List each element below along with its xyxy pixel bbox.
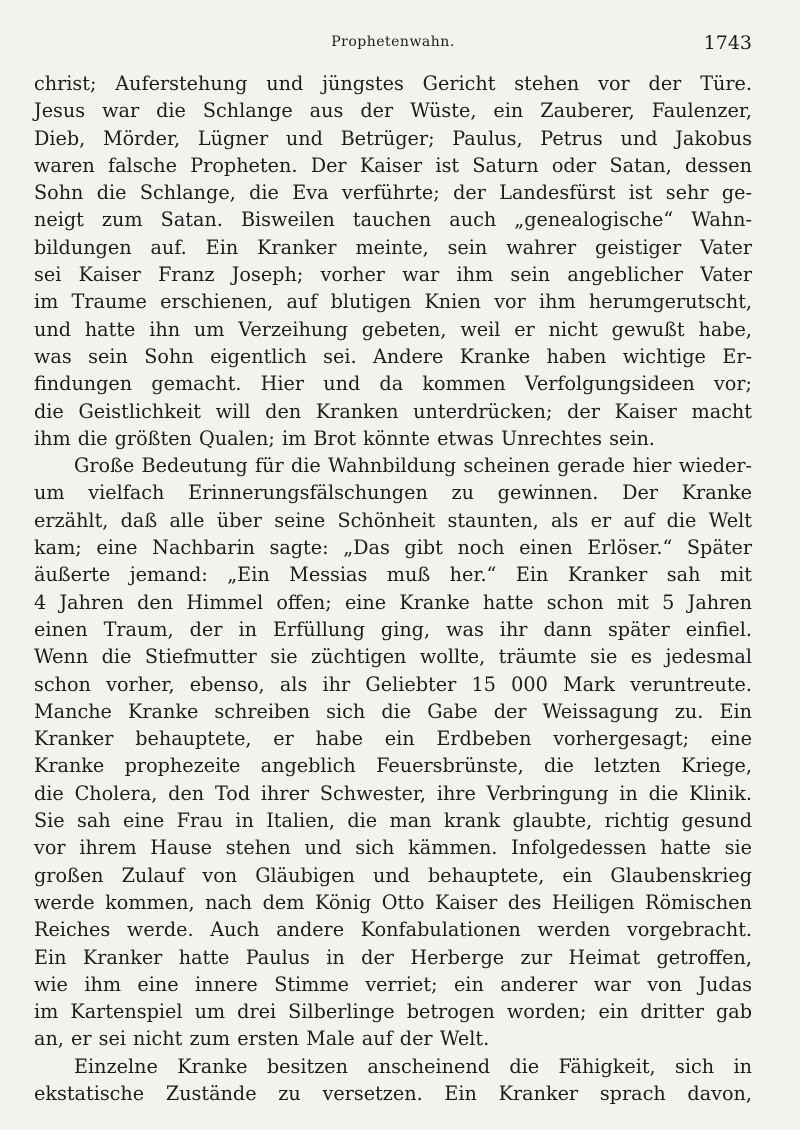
text-line: wie ihm eine innere Stimme verriet; ein anderer war von Judas (34, 972, 752, 996)
text-line: die Cholera, den Tod ihrer Schwester, ihre Verbringung in die Klinik. (34, 781, 752, 805)
text-line: Sie sah eine Frau in Italien, die man krank glaubte, richtig gesund (34, 809, 752, 833)
text-line: und hatte ihn um Verzeihung gebeten, weil er nicht gewußt habe, (34, 317, 752, 341)
text-line: Reiches werde. Auch andere Konfabulationen werden vorgebracht. (34, 918, 752, 942)
text-line: werde kommen, nach dem König Otto Kaiser des Heiligen Römischen (34, 890, 752, 914)
text-line: Große Bedeutung für die Wahnbildung scheinen gerade hier wieder- (74, 454, 752, 478)
text-line: die Geistlichkeit will den Kranken unterdrücken; der Kaiser macht (34, 399, 752, 423)
text-line: erzählt, daß alle über seine Schönheit staunten, als er auf die Welt (34, 508, 752, 532)
text-line: was sein Sohn eigentlich sei. Andere Kranke haben wichtige Er- (34, 344, 752, 368)
page-number: 1743 (703, 32, 752, 54)
body-text (34, 70, 752, 1107)
text-line: einen Traum, der in Erfüllung ging, was ihr dann später einfiel. (34, 617, 752, 641)
text-line: neigt zum Satan. Bisweilen tauchen auch „genealogische“ Wahn- (34, 208, 752, 232)
text-line: an, er sei nicht zum ersten Male auf der Welt. (34, 1027, 490, 1051)
text-line: ihm die größten Qualen; im Brot könnte etwas Unrechtes sein. (34, 426, 655, 450)
text-line: Jesus war die Schlange aus der Wüste, ein Zauberer, Faulenzer, (34, 99, 752, 123)
text-line: schon vorher, ebenso, als ihr Geliebter 15 000 Mark veruntreute. (34, 672, 752, 696)
text-line: 4 Jahren den Himmel offen; eine Kranke hatte schon mit 5 Jahren (34, 590, 752, 614)
text-line: christ; Auferstehung und jüngstes Gericht stehen vor der Türe. (34, 72, 752, 95)
text-line: waren falsche Propheten. Der Kaiser ist Saturn oder Satan, dessen (34, 153, 752, 177)
text-line: kam; eine Nachbarin sagte: „Das gibt noch einen Erlöser.“ Später (34, 536, 752, 560)
text-line: Kranke prophezeite angeblich Feuersbrünste, die letzten Kriege, (34, 754, 752, 778)
text-line: im Traume erschienen, auf blutigen Knien vor ihm herumgerutscht, (34, 290, 752, 314)
text-line: Dieb, Mörder, Lügner und Betrüger; Paulus, Petrus und Jakobus (34, 126, 752, 150)
text-line: großen Zulauf von Gläubigen und behauptete, ein Glaubenskrieg (34, 863, 752, 887)
page-header (34, 28, 752, 58)
text-line: im Kartenspiel um drei Silberlinge betrogen worden; ein dritter gab (34, 1000, 752, 1024)
text-line: sei Kaiser Franz Joseph; vorher war ihm sein angeblicher Vater (34, 263, 752, 287)
text-line: äußerte jemand: „Ein Messias muß her.“ Ein Kranker sah mit (34, 563, 752, 587)
text-line: Wenn die Stiefmutter sie züchtigen wollte, träumte sie es jedesmal (34, 645, 752, 669)
text-line: ekstatische Zustände zu versetzen. Ein Kranker sprach davon, (34, 1081, 752, 1105)
text-line: bildungen auf. Ein Kranker meinte, sein wahrer geistiger Vater (34, 235, 752, 259)
text-line: Manche Kranke schreiben sich die Gabe der Weissagung zu. Ein (34, 699, 752, 723)
text-line: um vielfach Erinnerungsfälschungen zu gewinnen. Der Kranke (34, 481, 752, 505)
text-line: findungen gemacht. Hier und da kommen Verfolgungsideen vor; (34, 372, 752, 396)
text-line: Ein Kranker hatte Paulus in der Herberge zur Heimat getroffen, (34, 945, 752, 969)
text-line: Kranker behauptete, er habe ein Erdbeben vorhergesagt; eine (34, 727, 752, 751)
text-line: vor ihrem Hause stehen und sich kämmen. Infolgedessen hatte sie (34, 836, 752, 860)
text-line: Sohn die Schlange, die Eva verführte; der Landesfürst ist sehr ge- (34, 181, 752, 205)
text-line: Einzelne Kranke besitzen anscheinend die Fähigkeit, sich in (74, 1054, 752, 1078)
running-title: Prophetenwahn. (331, 34, 455, 50)
